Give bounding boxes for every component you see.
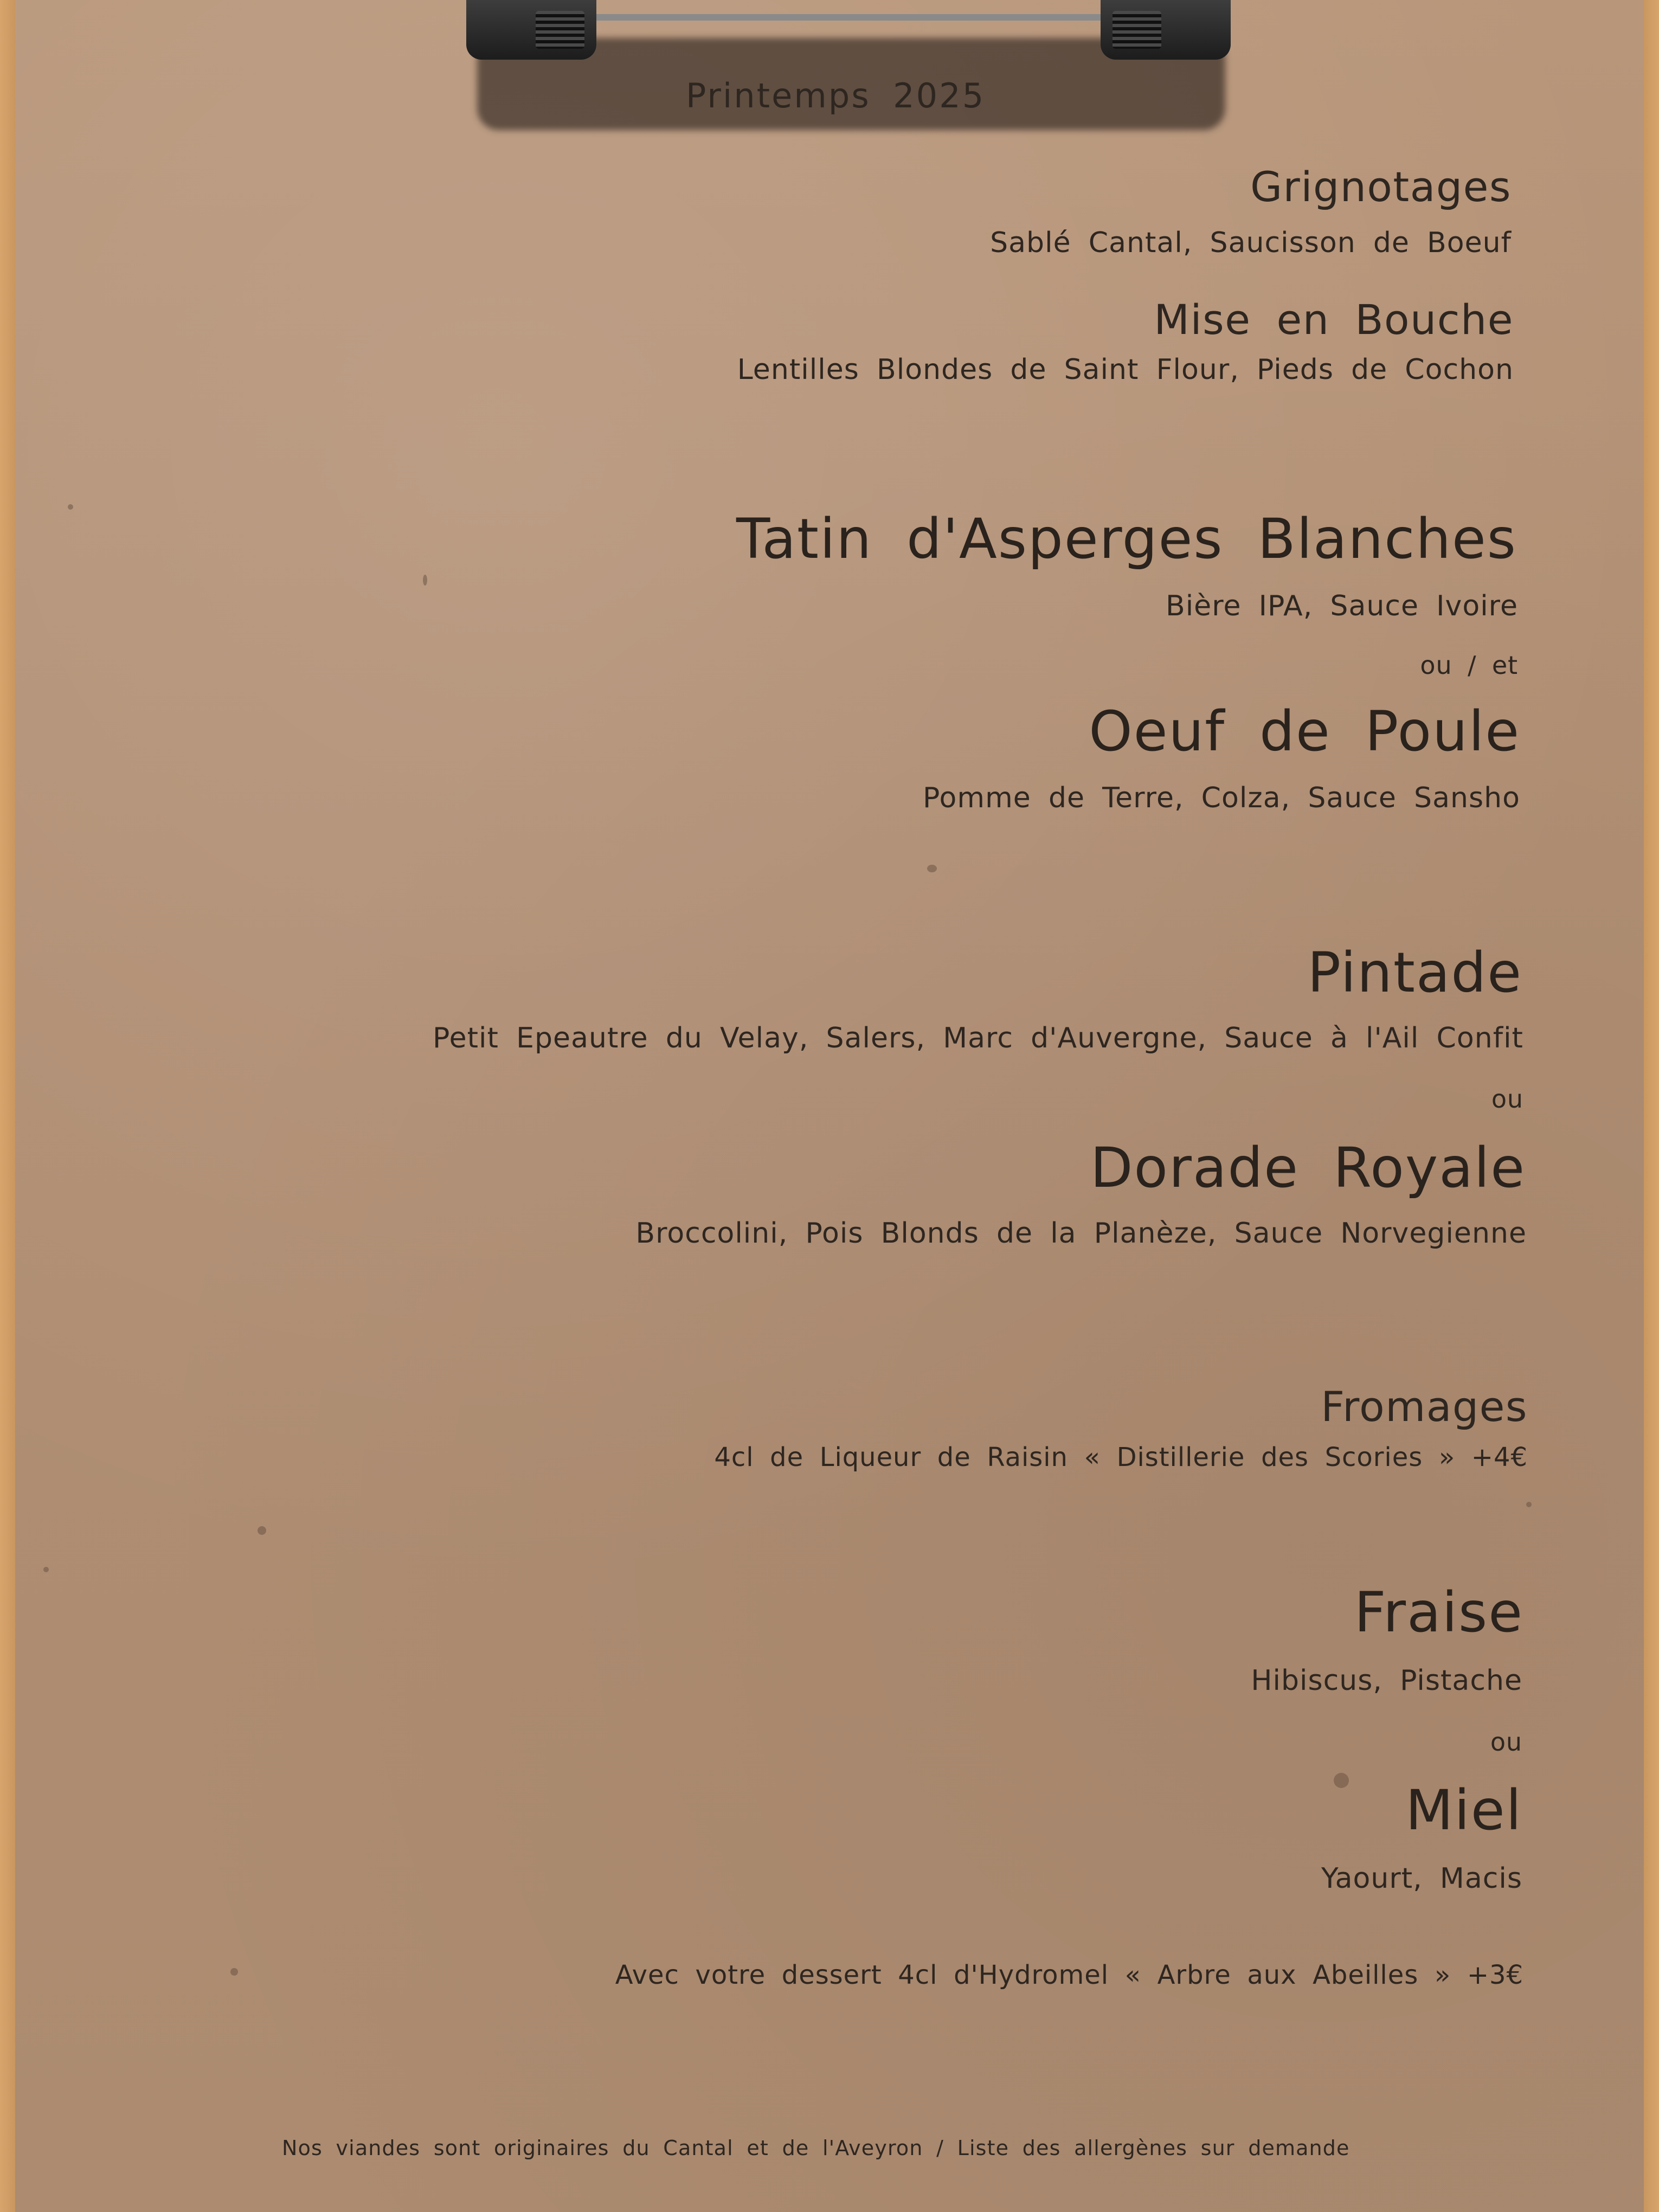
dessert-pairing: Avec votre dessert 4cl d'Hydromel « Arbre aux Abeilles » +3€ [615, 1960, 1523, 1990]
paper-speck [68, 504, 73, 510]
entree-1-desc: Bière IPA, Sauce Ivoire [1165, 590, 1518, 622]
main-conjunction: ou [1491, 1084, 1523, 1114]
main-2-title: Dorade Royale [1090, 1136, 1526, 1200]
entree-2-title: Oeuf de Poule [1089, 699, 1520, 764]
paper-speck [258, 1526, 266, 1535]
dessert-conjunction: ou [1490, 1727, 1522, 1757]
cheese-title: Fromages [1321, 1382, 1528, 1431]
dessert-1-desc: Hibiscus, Pistache [1251, 1664, 1522, 1697]
paper-speck [43, 1567, 49, 1572]
paper-speck [1334, 1773, 1349, 1788]
main-2-desc: Broccolini, Pois Blonds de la Planèze, Sauce Norvegienne [635, 1217, 1527, 1250]
dessert-2-desc: Yaourt, Macis [1321, 1862, 1522, 1895]
clip-wire [569, 14, 1128, 41]
clip-grip-left [536, 11, 584, 49]
main-1-title: Pintade [1307, 941, 1522, 1005]
clip-grip-right [1113, 11, 1161, 49]
clip-cap-left [466, 0, 596, 60]
starter-2-title: Mise en Bouche [1154, 295, 1514, 344]
paper-speck [423, 575, 427, 586]
paper-speck [230, 1968, 238, 1976]
paper-speck [927, 865, 937, 872]
dessert-1-title: Fraise [1354, 1580, 1523, 1645]
entree-1-title: Tatin d'Asperges Blanches [736, 507, 1517, 571]
entree-conjunction: ou / et [1420, 651, 1518, 680]
board-edge-left [0, 0, 15, 2212]
board-edge-right [1644, 0, 1659, 2212]
clipboard-clip [466, 0, 1231, 141]
clip-cap-right [1101, 0, 1231, 60]
season-title: Printemps 2025 [686, 76, 986, 115]
footer-note: Nos viandes sont originaires du Cantal et de l'Aveyron / Liste des allergènes sur demande [282, 2136, 1350, 2160]
starter-2-desc: Lentilles Blondes de Saint Flour, Pieds de Cochon [737, 353, 1514, 386]
starter-1-title: Grignotages [1250, 163, 1512, 211]
dessert-2-title: Miel [1405, 1778, 1522, 1843]
starter-1-desc: Sablé Cantal, Saucisson de Boeuf [990, 227, 1512, 259]
main-1-desc: Petit Epeautre du Velay, Salers, Marc d'Auvergne, Sauce à l'Ail Confit [433, 1022, 1523, 1054]
cheese-desc: 4cl de Liqueur de Raisin « Distillerie des Scories » +4€ [714, 1442, 1528, 1472]
paper-speck [1526, 1502, 1532, 1507]
entree-2-desc: Pomme de Terre, Colza, Sauce Sansho [923, 782, 1520, 814]
